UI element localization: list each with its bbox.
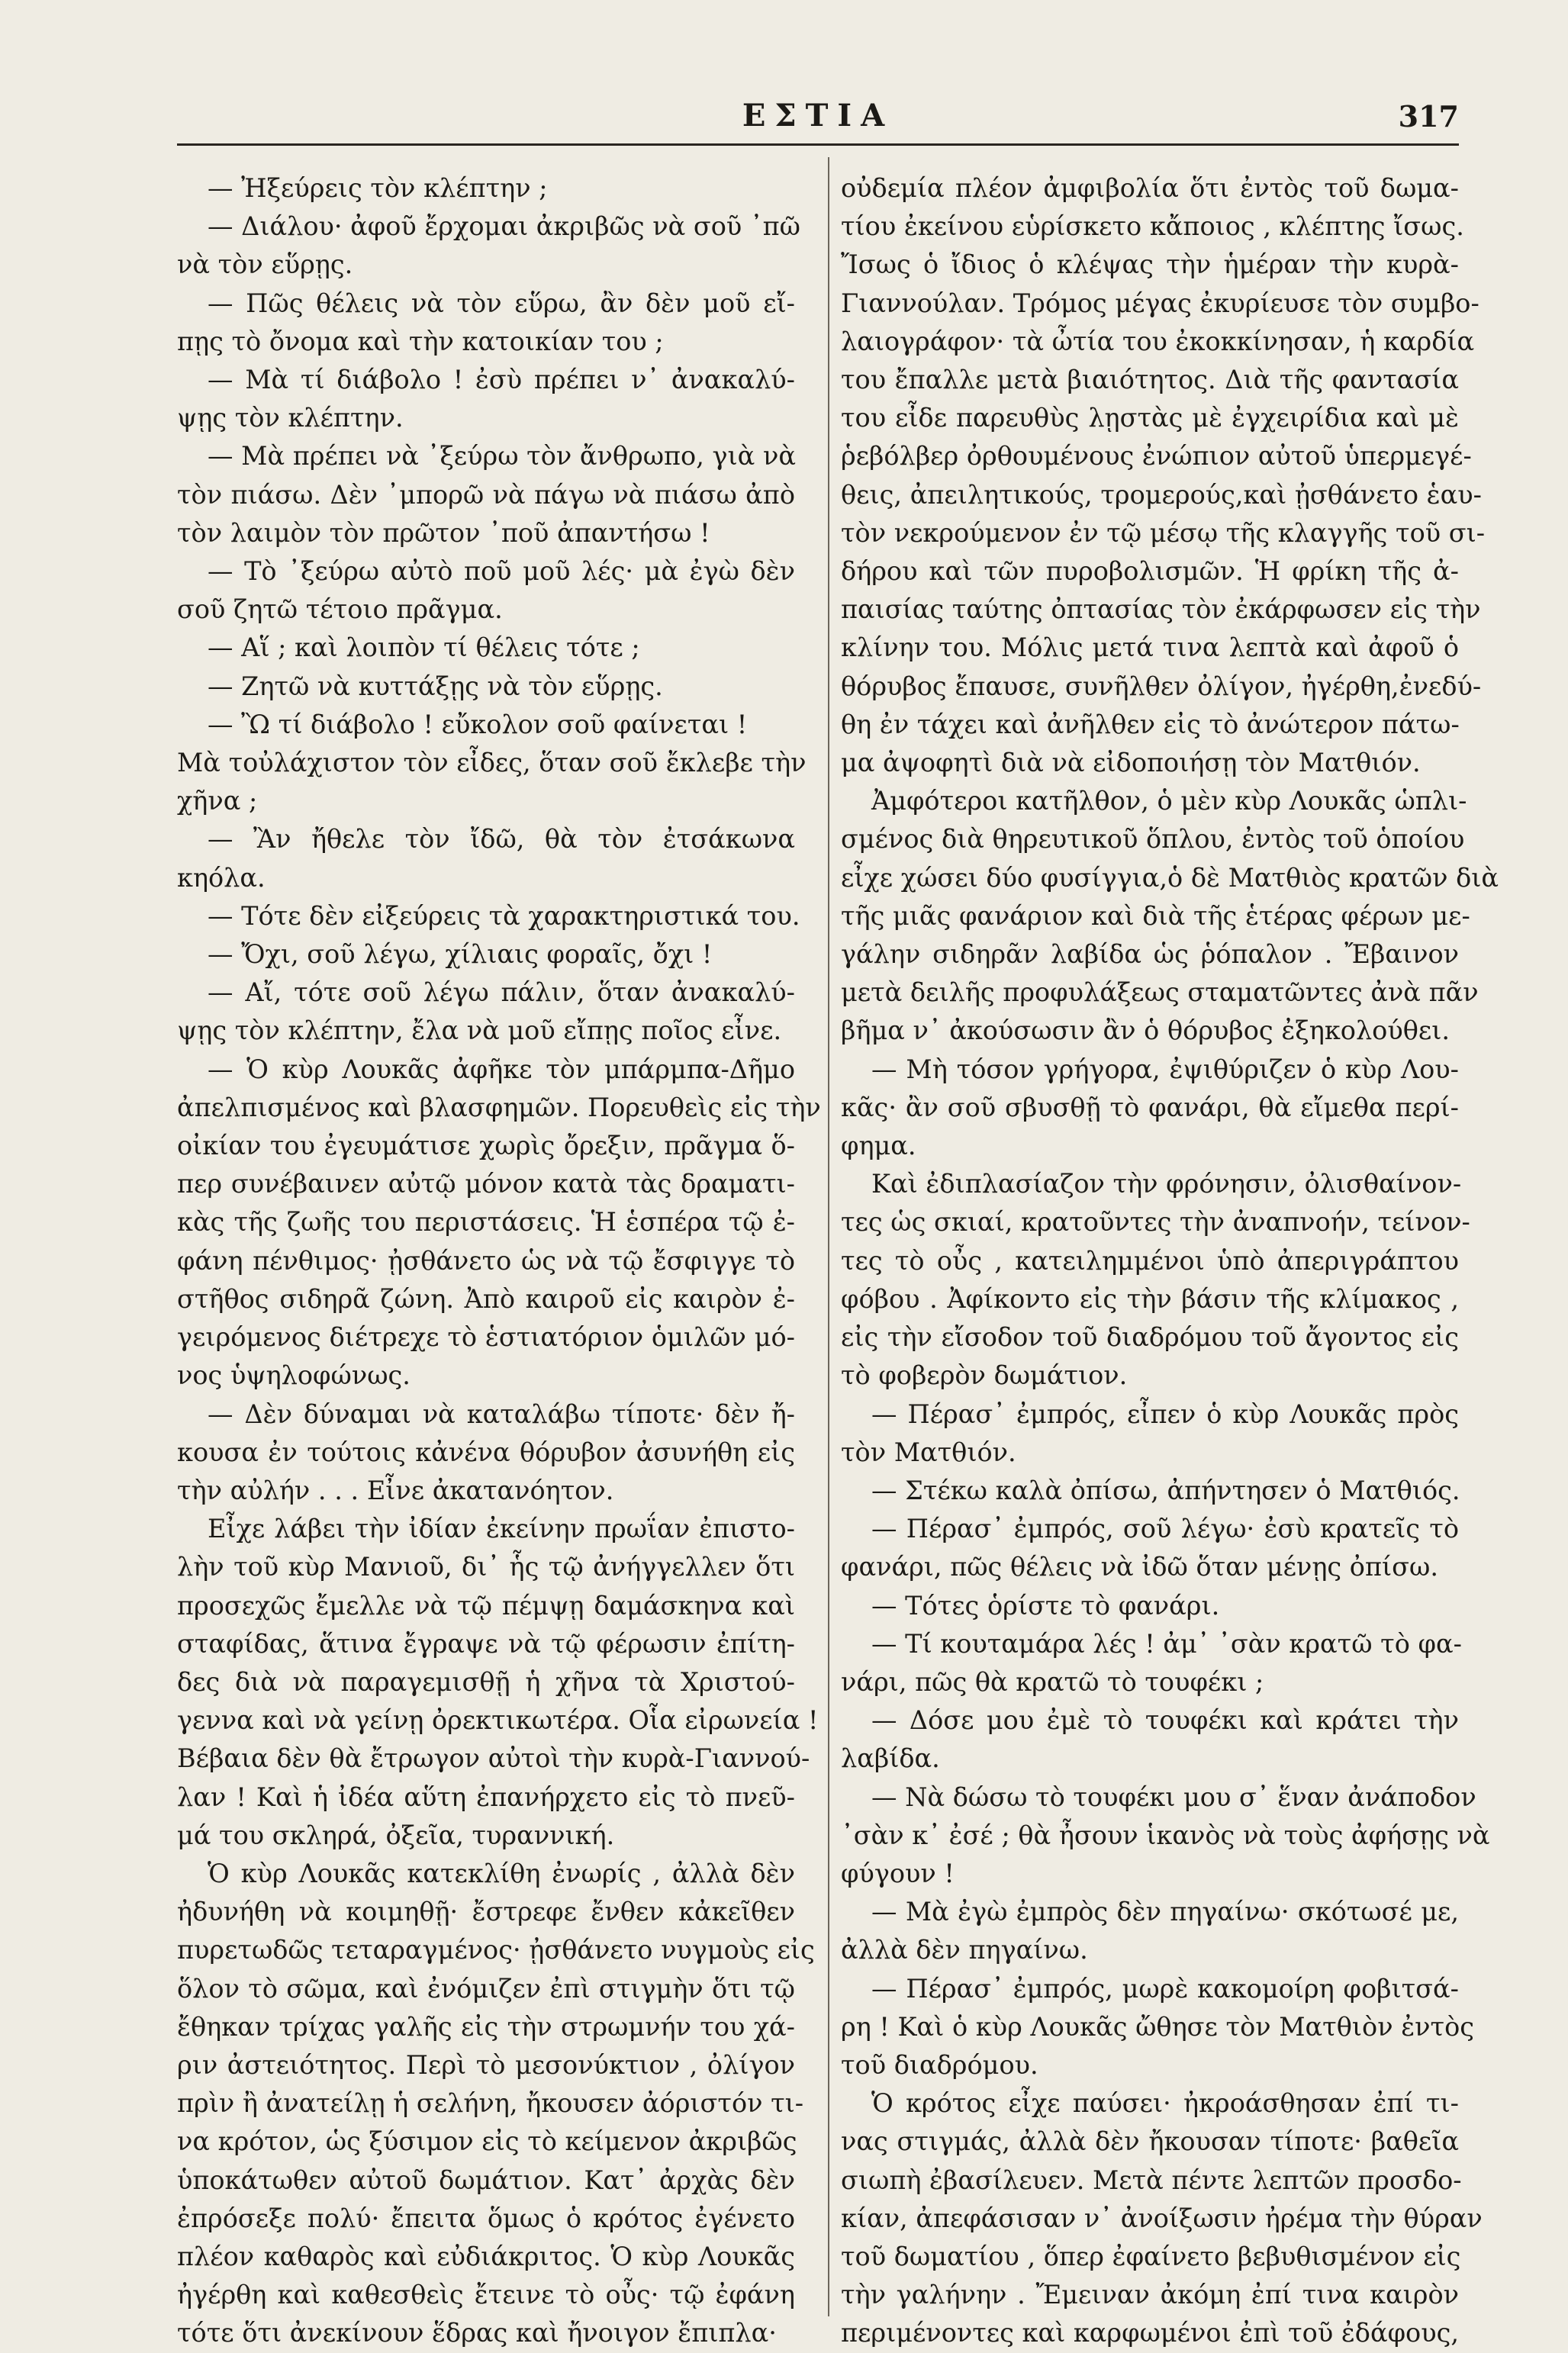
text-line: — Μὰ ἐγὼ ἐμπρὸς δὲν πηγαίνω· σκότωσέ με, <box>871 1897 1459 1927</box>
text-line: Μὰ τοὐλάχιστον τὸν εἶδες, ὅταν σοῦ ἔκλεβε τὴν <box>177 748 807 778</box>
text-line: λαιογράφον· τὰ ὦτία του ἐκοκκίνησαν, ἡ καρδία <box>841 326 1475 356</box>
text-line: ὑποκάτωθεν αὐτοῦ δωμάτιον. Κατ᾽ ἀρχὰς δὲν <box>177 2165 795 2195</box>
text-line: γεννα καὶ νὰ γείνῃ ὀρεκτικωτέρα. Οἷα εἰρωνεία ! <box>177 1705 819 1736</box>
text-line: — Μὴ τόσον γρήγορα, ἐψιθύριζεν ὁ κὺρ Λου- <box>871 1054 1459 1084</box>
text-line: οὐδεμία πλέον ἀμφιβολία ὅτι ἐντὸς τοῦ δωμα- <box>841 173 1459 203</box>
text-line: — Τὸ ᾽ξεύρω αὐτὸ ποῦ μοῦ λές· μὰ ἐγὼ δὲν <box>208 556 795 587</box>
text-line: παισίας ταύτης ὀπτασίας τὸν ἐκάρφωσεν εἰς τὴν <box>841 594 1481 625</box>
text-line: νας στιγμάς, ἀλλὰ δὲν ἤκουσαν τίποτε· βαθεῖα <box>841 2126 1459 2157</box>
text-line: — Πέρασ᾽ ἐμπρός, σοῦ λέγω· ἐσὺ κρατεῖς τὸ <box>871 1514 1459 1544</box>
text-line: — Στέκω καλὰ ὀπίσω, ἀπήντησεν ὁ Ματθιός. <box>871 1475 1460 1505</box>
text-line: του ἔπαλλε μετὰ βιαιότητος. Διὰ τῆς φαντασία <box>841 365 1459 395</box>
text-line: τὸ φοβερὸν δωμάτιον. <box>841 1360 1128 1391</box>
text-line: ὅλον τὸ σῶμα, καὶ ἐνόμιζεν ἐπὶ στιγμὴν ὅτι τῷ <box>177 1973 795 2004</box>
text-line: εἰς τὴν εἴσοδον τοῦ διαδρόμου τοῦ ἄγοντος εἰς <box>841 1322 1459 1353</box>
text-line: Εἶχε λάβει τὴν ἰδίαν ἐκείνην πρωΐαν ἐπιστο- <box>208 1514 795 1544</box>
text-line: θεις, ἀπειλητικούς, τρομερούς,καὶ ᾐσθάνετο ἑαυ- <box>841 479 1482 510</box>
text-line: ἀλλὰ δὲν πηγαίνω. <box>841 1935 1088 1965</box>
text-line: τὸν νεκρούμενον ἐν τῷ μέσῳ τῆς κλαγγῆς τοῦ σι- <box>841 517 1486 548</box>
text-line: τὸν Ματθιόν. <box>841 1437 1016 1467</box>
text-line: — Μὰ πρέπει νὰ ᾽ξεύρω τὸν ἄνθρωπο, γιὰ νὰ <box>208 441 796 472</box>
text-line: ψῃς τὸν κλέπτην, ἔλα νὰ μοῦ εἴπῃς ποῖος εἶνε. <box>177 1016 782 1046</box>
text-line: Γιαννούλαν. Τρόμος μέγας ἐκυρίευσε τὸν συμβο- <box>841 288 1479 318</box>
text-line: Βέβαια δὲν θὰ ἔτρωγον αὐτοὶ τὴν κυρὰ-Γιαννού- <box>177 1743 810 1774</box>
text-line: — Ἂν ἤθελε τὸν ἴδῶ, θὰ τὸν ἐτσάκωνα <box>208 824 795 855</box>
text-line: γειρόμενος διέτρεχε τὸ ἑστιατόριον ὁμιλῶν μό- <box>177 1322 795 1353</box>
text-line: φύγουν ! <box>841 1858 955 1888</box>
text-line: — Τότες ὁρίστε τὸ φανάρι. <box>871 1590 1220 1621</box>
text-line: στῆθος σιδηρᾶ ζώνη. Ἀπὸ καιροῦ εἰς καιρὸν ἐ- <box>177 1283 795 1314</box>
text-line: σμένος διὰ θηρευτικοῦ ὅπλου, ἐντὸς τοῦ ὁποίου <box>841 824 1465 855</box>
page-number: 317 <box>1398 99 1459 134</box>
text-line: — Ὄχι, σοῦ λέγω, χίλιαις φοραῖς, ὄχι ! <box>208 939 713 970</box>
text-line: κηόλα. <box>177 862 266 893</box>
text-line: τοῦ δωματίου , ὅπερ ἐφαίνετο βεβυθισμένον εἰς <box>841 2241 1461 2271</box>
text-line: — Τί κουταμάρα λές ! ἀμ᾽ ᾽σὰν κρατῶ τὸ φα- <box>871 1628 1462 1659</box>
text-line: — Πέρασ᾽ ἐμπρός, μωρὲ κακομοίρη φοβιτσά- <box>871 1973 1459 2004</box>
text-line: μετὰ δειλῆς προφυλάξεως σταματῶντες ἀνὰ πᾶν <box>841 977 1479 1008</box>
text-line: πρὶν ἢ ἀνατείλῃ ἡ σελήνη, ἤκουσεν ἀόριστόν τι- <box>177 2088 804 2119</box>
text-line: πυρετωδῶς τεταραγμένος· ᾐσθάνετο νυγμοὺς εἰς <box>177 1935 815 1965</box>
text-line: φάνη πένθιμος· ᾐσθάνετο ὡς νὰ τῷ ἔσφιγγε τὸ <box>177 1245 795 1276</box>
text-line: γάλην σιδηρᾶν λαβίδα ὡς ῥόπαλον . Ἔβαινον <box>841 939 1459 970</box>
column-divider <box>828 157 829 2316</box>
text-line: φόβου . Ἀφίκοντο εἰς τὴν βάσιν τῆς κλίμακος , <box>841 1283 1459 1314</box>
right-column <box>841 169 1499 2348</box>
text-line: — Ὁ κὺρ Λουκᾶς ἀφῆκε τὸν μπάρμπα-Δῆμο <box>208 1054 795 1084</box>
text-line: του εἶδε παρευθὺς λῃστὰς μὲ ἐγχειρίδια καὶ μὲ <box>841 403 1459 433</box>
text-line: σταφίδας, ἅτινα ἔγραψε νὰ τῷ φέρωσιν ἐπίτη- <box>177 1628 795 1659</box>
text-line: οἰκίαν του ἐγευμάτισε χωρὶς ὄρεξιν, πρᾶγμα ὅ- <box>177 1131 795 1161</box>
text-line: Ὁ κρότος εἶχε παύσει· ἠκροάσθησαν ἐπί τι- <box>871 2088 1459 2119</box>
text-line: κουσα ἐν τούτοις κἀνένα θόρυβον ἀσυνήθη εἰς <box>177 1437 795 1467</box>
text-line: περιμένοντες καὶ καρφωμένοι ἐπὶ τοῦ ἐδάφους, <box>841 2318 1460 2348</box>
text-line: — Αἴ, τότε σοῦ λέγω πάλιν, ὅταν ἀνακαλύ- <box>208 977 795 1008</box>
text-line: χῆνα ; <box>177 786 258 816</box>
text-line: τίου ἐκείνου εὑρίσκετο κἄποιος , κλέπτης ἴσως. <box>841 211 1464 242</box>
text-line: φημα. <box>841 1131 916 1161</box>
text-line: — Πῶς θέλεις νὰ τὸν εὕρω, ἂν δὲν μοῦ εἴ- <box>208 288 795 318</box>
text-line: — Ζητῶ νὰ κυττάξῃς νὰ τὸν εὕρῃς. <box>208 671 663 701</box>
text-line: ἐπρόσεξε πολύ· ἔπειτα ὅμως ὁ κρότος ἐγένετο <box>177 2203 795 2233</box>
text-line: τες ὡς σκιαί, κρατοῦντες τὴν ἀναπνοήν, τείνον- <box>841 1207 1470 1238</box>
text-line: μά του σκληρά, ὀξεῖα, τυραννική. <box>177 1820 615 1850</box>
text-line: τὴν αὐλήν . . . Εἶνε ἀκατανόητον. <box>177 1475 614 1505</box>
header-rule <box>177 143 1459 146</box>
text-line: ψῃς τὸν κλέπτην. <box>177 403 404 433</box>
text-line: Ὁ κὺρ Λουκᾶς κατεκλίθη ἐνωρίς , ἀλλὰ δὲν <box>208 1858 795 1888</box>
text-line: σιωπὴ ἐβασίλευεν. Μετὰ πέντε λεπτῶν προσδο- <box>841 2165 1462 2195</box>
text-line: λαβίδα. <box>841 1743 940 1774</box>
text-line: ῥεβόλβερ ὀρθουμένους ἐνώπιον αὐτοῦ ὑπερμεγέ- <box>841 441 1472 472</box>
text-line: τῆς μιᾶς φανάριον καὶ διὰ τῆς ἑτέρας φέρων με- <box>841 900 1470 931</box>
text-line: ἔθηκαν τρίχας γαλῆς εἰς τὴν στρωμνήν του χά- <box>177 2011 795 2042</box>
text-line: νος ὑψηλοφώνως. <box>177 1360 411 1391</box>
text-line: ἠγέρθη καὶ καθεσθεὶς ἔτεινε τὸ οὖς· τῷ ἐφάνη <box>177 2280 795 2310</box>
text-line: κὰς τῆς ζωῆς του περιστάσεις. Ἡ ἑσπέρα τῷ ἐ- <box>177 1207 795 1238</box>
text-line: — Πέρασ᾽ ἐμπρός, εἶπεν ὁ κὺρ Λουκᾶς πρὸς <box>871 1399 1459 1429</box>
text-line: — Διάλου· ἀφοῦ ἔρχομαι ἀκριβῶς νὰ σοῦ ᾽πῶ <box>208 211 800 242</box>
text-line: νάρι, πῶς θὰ κρατῶ τὸ τουφέκι ; <box>841 1666 1264 1697</box>
text-line: εἶχε χώσει δύο φυσίγγια,ὁ δὲ Ματθιὸς κρατῶν διὰ <box>841 862 1499 893</box>
text-line: προσεχῶς ἔμελλε νὰ τῷ πέμψῃ δαμάσκηνα καὶ <box>177 1590 795 1621</box>
text-line: μα ἀψοφητὶ διὰ νὰ εἰδοποιήσῃ τὸν Ματθιόν. <box>841 748 1421 778</box>
text-line: τὸν λαιμὸν τὸν πρῶτον ᾽ποῦ ἀπαντήσω ! <box>177 517 710 548</box>
text-line: τες τὸ οὖς , κατειλημμένοι ὑπὸ ἀπεριγράπτου <box>841 1245 1459 1276</box>
text-line: Ἴσως ὁ ἴδιος ὁ κλέψας τὴν ἡμέραν τὴν κυρὰ- <box>841 249 1459 280</box>
text-line: βῆμα ν᾽ ἀκούσωσιν ἂν ὁ θόρυβος ἐξηκολούθει. <box>841 1016 1450 1046</box>
text-line: πλέον καθαρὸς καὶ εὐδιάκριτος. Ὁ κὺρ Λουκᾶς <box>177 2241 795 2271</box>
running-title: ΕΣΤΙΑ <box>742 98 894 134</box>
text-line: — Ὢ τί διάβολο ! εὔκολον σοῦ φαίνεται ! <box>208 709 748 739</box>
text-line: Καὶ ἐδιπλασίαζον τὴν φρόνησιν, ὀλισθαίνον- <box>871 1169 1462 1199</box>
text-line: σοῦ ζητῶ τέτοιο πρᾶγμα. <box>177 594 503 625</box>
text-line: ἠδυνήθη νὰ κοιμηθῇ· ἔστρεφε ἔνθεν κἀκεῖθεν <box>177 1897 795 1927</box>
text-line: ρη ! Καὶ ὁ κὺρ Λουκᾶς ὤθησε τὸν Ματθιὸν ἐντὸς <box>841 2011 1475 2042</box>
text-line: — Αἵ ; καὶ λοιπὸν τί θέλεις τότε ; <box>208 633 640 663</box>
text-line: Ἀμφότεροι κατῆλθον, ὁ μὲν κὺρ Λουκᾶς ὡπλι- <box>871 786 1467 816</box>
text-line: — Δόσε μου ἐμὲ τὸ τουφέκι καὶ κράτει τὴν <box>871 1705 1459 1736</box>
text-line: — Ἠξεύρεις τὸν κλέπτην ; <box>208 173 548 203</box>
text-line: θη ἐν τάχει καὶ ἀνῆλθεν εἰς τὸ ἀνώτερον πάτω- <box>841 709 1460 739</box>
text-line: λὴν τοῦ κὺρ Μανιοῦ, δι᾽ ἧς τῷ ἀνήγγελλεν ὅτι <box>177 1552 795 1582</box>
text-line: περ συνέβαινεν αὐτῷ μόνον κατὰ τὰς δραματι- <box>177 1169 795 1199</box>
text-line: — Δὲν δύναμαι νὰ καταλάβω τίποτε· δὲν ἤ- <box>208 1399 795 1429</box>
text-line: — Τότε δὲν εἰξεύρεις τὰ χαρακτηριστικά του. <box>208 900 800 931</box>
text-line: κίαν, ἀπεφάσισαν ν᾽ ἀνοίξωσιν ἠρέμα τὴν θύραν <box>841 2203 1483 2233</box>
text-line: δήρου καὶ τῶν πυροβολισμῶν. Ἡ φρίκη τῆς ἀ- <box>841 556 1459 587</box>
text-line: νὰ τὸν εὕρῃς. <box>177 249 353 280</box>
text-line: ριν ἀστειότητος. Περὶ τὸ μεσονύκτιον , ὀλίγον <box>177 2049 795 2080</box>
text-line: πῃς τὸ ὄνομα καὶ τὴν κατοικίαν του ; <box>177 326 664 356</box>
text-line: τὸν πιάσω. Δὲν ᾽μπορῶ νὰ πάγω νὰ πιάσω ἀπὸ <box>177 479 795 510</box>
text-line: λαν ! Καὶ ἡ ἰδέα αὕτη ἐπανήρχετο εἰς τὸ πνεῦ- <box>177 1782 795 1812</box>
text-line: ἀπελπισμένος καὶ βλασφημῶν. Πορευθεὶς εἰς τὴν <box>177 1092 821 1122</box>
text-line: τότε ὅτι ἀνεκίνουν ἕδρας καὶ ἤνοιγον ἔπιπλα· <box>177 2318 777 2348</box>
text-line: ᾽σὰν κ᾽ ἐσέ ; θὰ ἦσουν ἱκανὸς νὰ τοὺς ἀφήσῃς νὰ <box>841 1820 1490 1850</box>
text-line: να κρότον, ὡς ξύσιμον εἰς τὸ κείμενον ἀκριβῶς <box>177 2126 797 2157</box>
text-line: — Νὰ δώσω τὸ τουφέκι μου σ᾽ ἕναν ἀνάποδον <box>871 1782 1476 1812</box>
text-line: θόρυβος ἔπαυσε, συνῆλθεν ὀλίγον, ἠγέρθη,ἐνεδύ- <box>841 671 1482 701</box>
text-line: τοῦ διαδρόμου. <box>841 2049 1038 2080</box>
text-line: δες διὰ νὰ παραγεμισθῇ ἡ χῆνα τὰ Χριστού- <box>177 1666 795 1697</box>
text-line: τὴν γαλήνην . Ἔμειναν ἀκόμη ἐπί τινα καιρὸν <box>841 2280 1459 2310</box>
left-column <box>177 169 821 2348</box>
text-line: φανάρι, πῶς θέλεις νὰ ἰδῶ ὅταν μένῃς ὀπίσω. <box>841 1552 1438 1582</box>
text-line: — Μὰ τί διάβολο ! ἐσὺ πρέπει ν᾽ ἀνακαλύ- <box>208 365 795 395</box>
text-line: κλίνην του. Μόλις μετά τινα λεπτὰ καὶ ἀφοῦ ὁ <box>841 633 1459 663</box>
text-line: κᾶς· ἂν σοῦ σβυσθῇ τὸ φανάρι, θὰ εἴμεθα περί- <box>841 1092 1459 1122</box>
page-header <box>177 92 1459 140</box>
